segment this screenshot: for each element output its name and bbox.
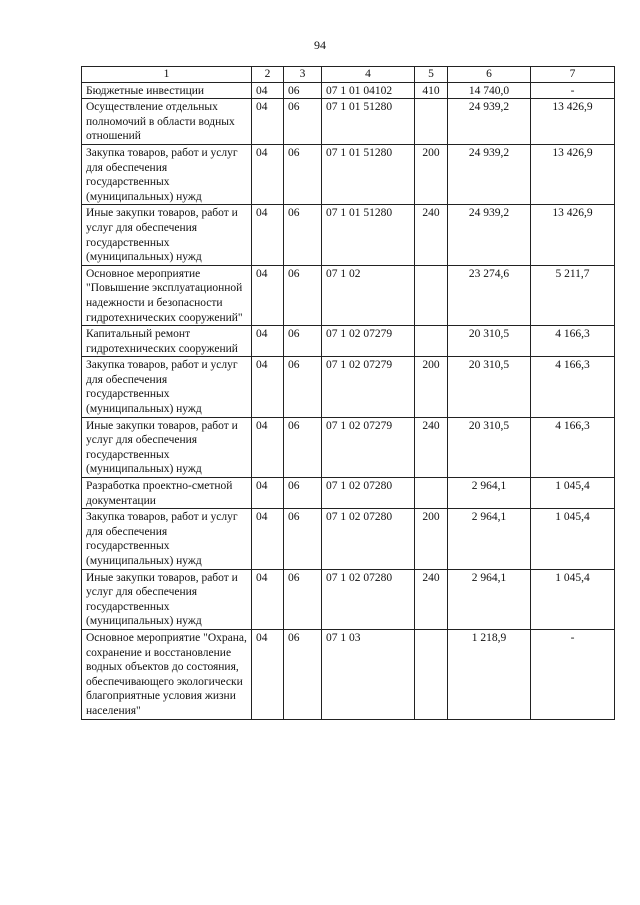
row-section: 04 [252, 509, 284, 569]
row-expense-type: 240 [415, 417, 448, 477]
row-name: Основное мероприятие "Повышение эксплуатационной надежности и безопасности гидротехнических сооружений" [82, 265, 252, 325]
row-amount-1: 20 310,5 [448, 417, 531, 477]
row-amount-1: 1 218,9 [448, 629, 531, 719]
table-row [82, 357, 615, 417]
row-expense-type: 200 [415, 509, 448, 569]
table-row [82, 478, 615, 509]
row-target-code: 07 1 01 51280 [322, 144, 415, 204]
row-section: 04 [252, 144, 284, 204]
row-name: Бюджетные инвестиции [82, 82, 252, 99]
row-amount-1: 2 964,1 [448, 509, 531, 569]
row-subsection: 06 [284, 144, 322, 204]
row-expense-type: 410 [415, 82, 448, 99]
row-subsection: 06 [284, 265, 322, 325]
row-expense-type: 200 [415, 357, 448, 417]
row-name: Закупка товаров, работ и услуг для обеспечения государственных (муниципальных) нужд [82, 357, 252, 417]
table-row [82, 99, 615, 145]
row-target-code: 07 1 03 [322, 629, 415, 719]
row-target-code: 07 1 01 51280 [322, 205, 415, 265]
row-name: Капитальный ремонт гидротехнических сооружений [82, 326, 252, 357]
row-target-code: 07 1 02 07279 [322, 357, 415, 417]
row-amount-1: 23 274,6 [448, 265, 531, 325]
table-row [82, 265, 615, 325]
row-name: Иные закупки товаров, работ и услуг для обеспечения государственных (муниципальных) нужд [82, 569, 252, 629]
column-header: 4 [322, 67, 415, 83]
row-amount-2: 4 166,3 [531, 417, 615, 477]
table-row [82, 509, 615, 569]
row-target-code: 07 1 01 04102 [322, 82, 415, 99]
row-expense-type [415, 326, 448, 357]
row-expense-type [415, 629, 448, 719]
row-amount-1: 2 964,1 [448, 478, 531, 509]
row-amount-2: 1 045,4 [531, 478, 615, 509]
row-name: Закупка товаров, работ и услуг для обеспечения государственных (муниципальных) нужд [82, 509, 252, 569]
row-amount-1: 24 939,2 [448, 205, 531, 265]
row-amount-1: 24 939,2 [448, 99, 531, 145]
row-amount-2: 1 045,4 [531, 569, 615, 629]
row-section: 04 [252, 417, 284, 477]
row-amount-2: 13 426,9 [531, 99, 615, 145]
row-expense-type [415, 99, 448, 145]
row-section: 04 [252, 569, 284, 629]
row-expense-type: 240 [415, 569, 448, 629]
row-section: 04 [252, 478, 284, 509]
row-amount-1: 24 939,2 [448, 144, 531, 204]
column-header: 6 [448, 67, 531, 83]
row-name: Иные закупки товаров, работ и услуг для обеспечения государственных (муниципальных) нужд [82, 205, 252, 265]
row-section: 04 [252, 265, 284, 325]
row-amount-1: 14 740,0 [448, 82, 531, 99]
row-amount-2: 5 211,7 [531, 265, 615, 325]
row-amount-1: 20 310,5 [448, 326, 531, 357]
column-header: 3 [284, 67, 322, 83]
column-header: 5 [415, 67, 448, 83]
row-expense-type: 200 [415, 144, 448, 204]
row-subsection: 06 [284, 326, 322, 357]
row-section: 04 [252, 205, 284, 265]
row-expense-type: 240 [415, 205, 448, 265]
table-row [82, 569, 615, 629]
table-row [82, 205, 615, 265]
row-target-code: 07 1 02 07280 [322, 509, 415, 569]
row-section: 04 [252, 99, 284, 145]
table-row [82, 417, 615, 477]
row-amount-1: 2 964,1 [448, 569, 531, 629]
row-subsection: 06 [284, 478, 322, 509]
table-row [82, 82, 615, 99]
row-section: 04 [252, 357, 284, 417]
row-subsection: 06 [284, 82, 322, 99]
column-header: 2 [252, 67, 284, 83]
row-subsection: 06 [284, 357, 322, 417]
row-amount-2: 4 166,3 [531, 357, 615, 417]
row-subsection: 06 [284, 629, 322, 719]
table-row [82, 629, 615, 719]
row-amount-2: 4 166,3 [531, 326, 615, 357]
row-subsection: 06 [284, 417, 322, 477]
row-subsection: 06 [284, 509, 322, 569]
row-name: Закупка товаров, работ и услуг для обеспечения государственных (муниципальных) нужд [82, 144, 252, 204]
table-row [82, 326, 615, 357]
row-section: 04 [252, 326, 284, 357]
row-amount-2: 13 426,9 [531, 144, 615, 204]
table-body [82, 82, 615, 719]
row-target-code: 07 1 02 07280 [322, 478, 415, 509]
row-section: 04 [252, 629, 284, 719]
row-amount-2: 13 426,9 [531, 205, 615, 265]
budget-table [81, 66, 615, 720]
row-section: 04 [252, 82, 284, 99]
page-number: 94 [314, 38, 326, 52]
row-expense-type [415, 478, 448, 509]
row-target-code: 07 1 02 07280 [322, 569, 415, 629]
column-header: 1 [82, 67, 252, 83]
row-target-code: 07 1 02 07279 [322, 417, 415, 477]
table-row [82, 144, 615, 204]
row-target-code: 07 1 02 [322, 265, 415, 325]
column-header: 7 [531, 67, 615, 83]
row-expense-type [415, 265, 448, 325]
row-name: Основное мероприятие "Охрана, сохранение и восстановление водных объектов до состояния, обеспечивающего экологически благоприятные условия жизни населения" [82, 629, 252, 719]
row-amount-2: - [531, 82, 615, 99]
row-target-code: 07 1 02 07279 [322, 326, 415, 357]
row-subsection: 06 [284, 99, 322, 145]
row-subsection: 06 [284, 205, 322, 265]
row-amount-2: - [531, 629, 615, 719]
row-amount-1: 20 310,5 [448, 357, 531, 417]
row-target-code: 07 1 01 51280 [322, 99, 415, 145]
row-name: Осуществление отдельных полномочий в области водных отношений [82, 99, 252, 145]
row-name: Разработка проектно-сметной документации [82, 478, 252, 509]
row-subsection: 06 [284, 569, 322, 629]
table-header-row [82, 67, 615, 83]
row-name: Иные закупки товаров, работ и услуг для обеспечения государственных (муниципальных) нужд [82, 417, 252, 477]
row-amount-2: 1 045,4 [531, 509, 615, 569]
